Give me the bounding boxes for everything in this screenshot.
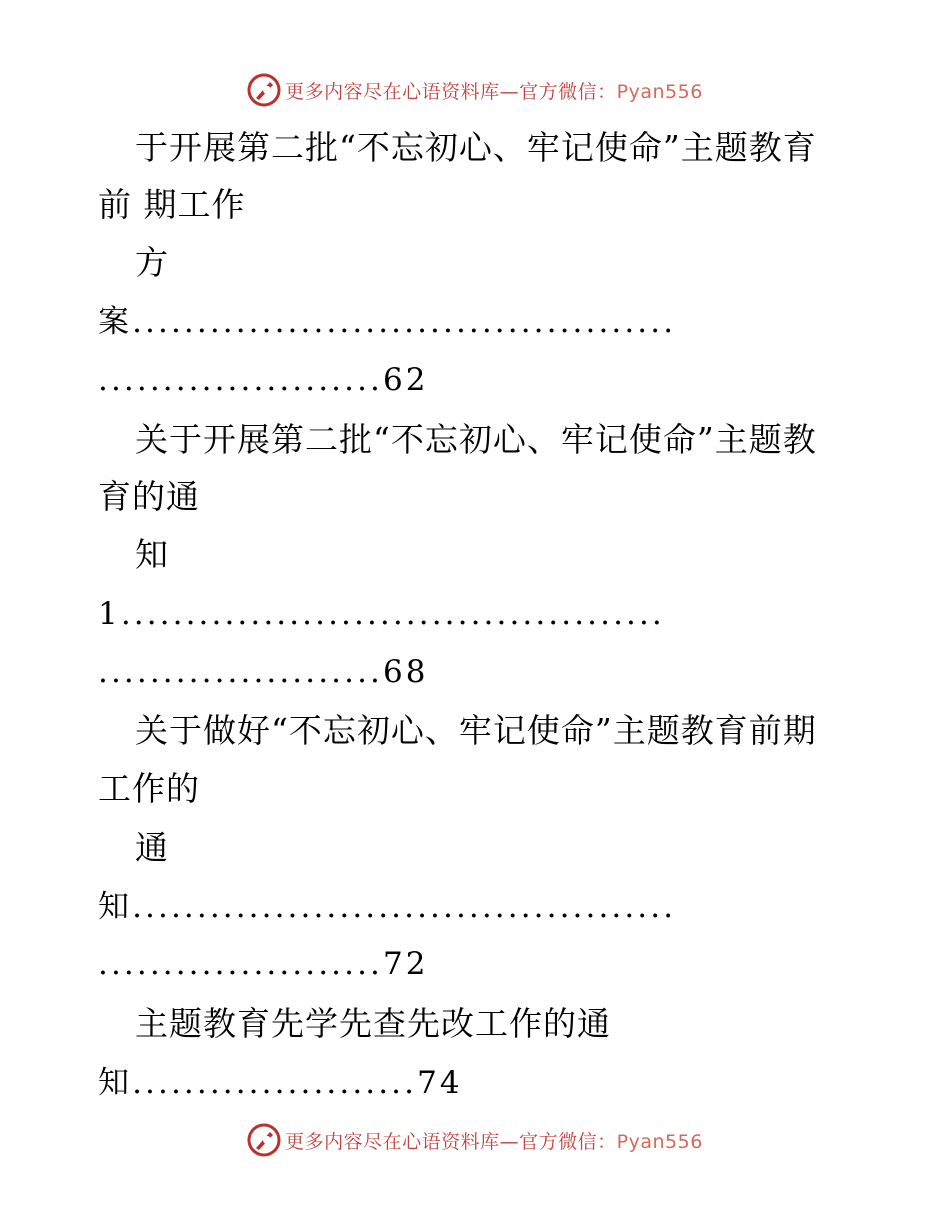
toc-entry-2-title-line2: 育的通	[98, 477, 200, 516]
toc-entry-3-leader: 知..........................................	[98, 889, 677, 925]
footer-watermark	[0, 1118, 950, 1162]
toc-entry-2-leader: 1..........................................	[98, 596, 665, 632]
pen-logo-icon	[247, 73, 281, 107]
wechat-id: Pyan556	[616, 80, 703, 103]
toc-entry-1-title-line2: 前 期工作	[98, 185, 246, 224]
toc-entry-1-title-line3: 方	[135, 243, 169, 282]
toc-entry-2-title-line3: 知	[135, 535, 169, 574]
toc-entry-1-leader: 案..........................................	[98, 304, 677, 340]
watermark-text: 更多内容尽在心语资料库—官方微信：	[285, 1130, 617, 1153]
toc-entry-4-page[interactable]: 知......................74	[98, 1065, 463, 1101]
toc-entry-3-title-line1: 关于做好“不忘初心、牢记使命”主题教育前期	[135, 711, 817, 750]
toc-entry-3-title-line3: 通	[135, 828, 169, 867]
header-watermark	[0, 68, 950, 112]
toc-entry-4-title-line1: 主题教育先学先查先改工作的通	[135, 1004, 611, 1043]
toc-entry-2-page[interactable]: ......................68	[98, 654, 429, 690]
pen-logo-icon	[247, 1123, 281, 1157]
toc-entry-3-page[interactable]: ......................72	[98, 946, 429, 982]
toc-entry-1-page[interactable]: ......................62	[98, 362, 429, 398]
watermark-text: 更多内容尽在心语资料库—官方微信：	[285, 80, 617, 103]
toc-entry-1-title-line1: 于开展第二批“不忘初心、牢记使命”主题教育	[135, 128, 817, 167]
toc-entry-3-title-line2: 工作的	[98, 769, 200, 808]
toc-entry-2-title-line1: 关于开展第二批“不忘初心、牢记使命”主题教	[135, 420, 817, 459]
wechat-id: Pyan556	[616, 1130, 703, 1153]
